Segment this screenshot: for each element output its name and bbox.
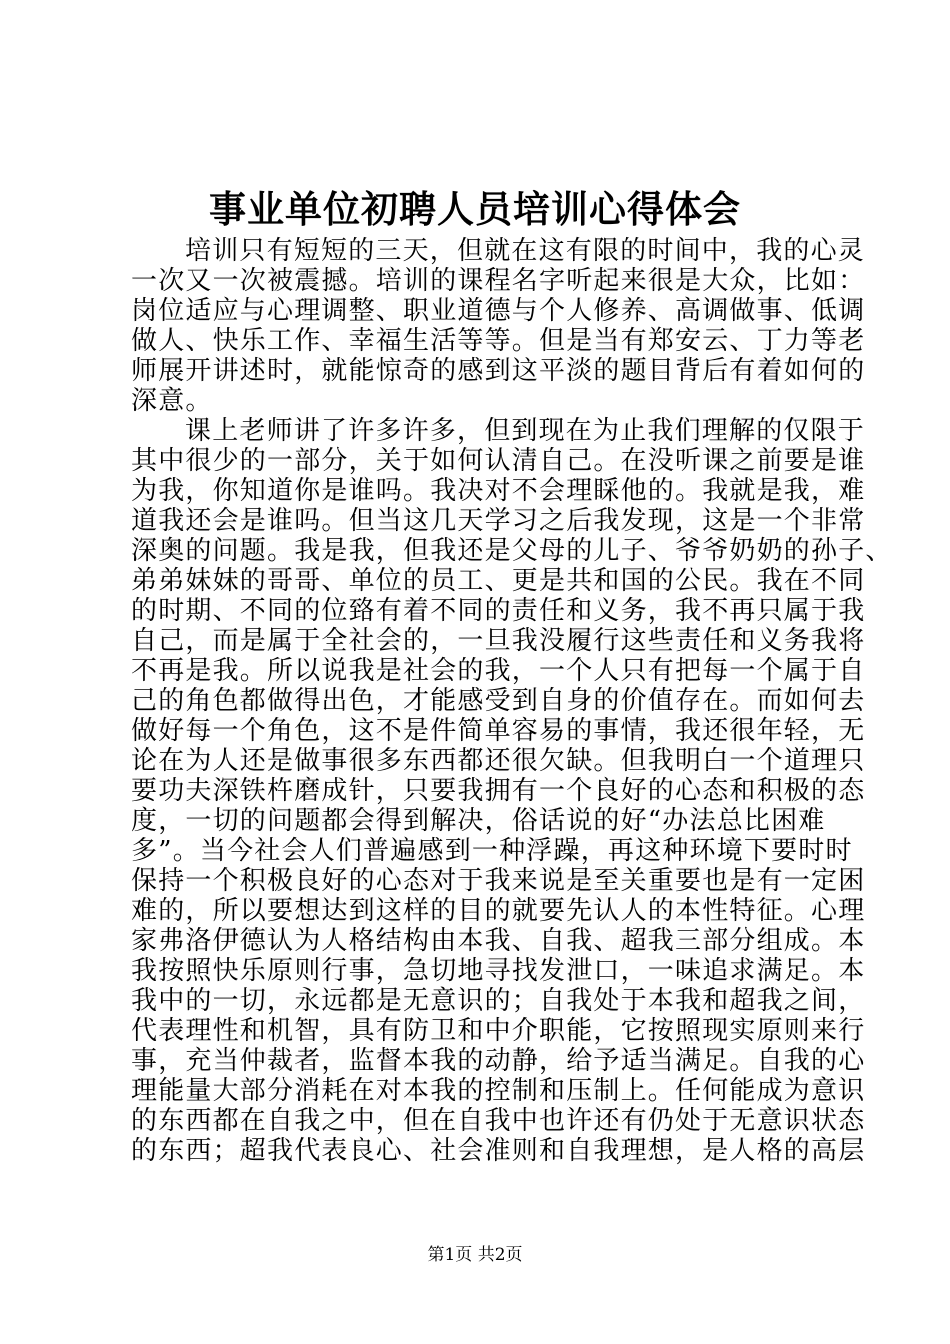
text-line: 保持一个积极良好的心态对于我来说是至关重要也是有一定困	[131, 866, 866, 896]
text-line: 多”。当今社会人们普遍感到一种浮躁，再这种环境下要时时	[131, 836, 853, 866]
text-line: 理能量大部分消耗在对本我的控制和压制上。任何能成为意识	[131, 1076, 866, 1106]
text-line: 家弗洛伊德认为人格结构由本我、自我、超我三部分组成。本	[131, 926, 866, 956]
text-line: 我按照快乐原则行事，急切地寻找发泄口，一味追求满足。本	[131, 956, 866, 986]
text-line: 的东西；超我代表良心、社会准则和自我理想，是人格的高层	[131, 1136, 866, 1166]
text-line: 不再是我。所以说我是社会的我，一个人只有把每一个属于自	[131, 656, 866, 686]
text-line: 做好每一个角色，这不是件简单容易的事情，我还很年轻，无	[131, 716, 866, 746]
page-footer: 第1页 共2页	[427, 1245, 523, 1265]
text-line: 度，一切的问题都会得到解决，俗话说的好“办法总比困难	[131, 806, 826, 836]
text-line: 代表理性和机智，具有防卫和中介职能，它按照现实原则来行	[131, 1016, 866, 1046]
text-line: 己的角色都做得出色，才能感受到自身的价值存在。而如何去	[131, 686, 866, 716]
text-line: 要功夫深铁杵磨成针，只要我拥有一个良好的心态和积极的态	[131, 776, 866, 806]
text-line: 深奥的问题。我是我，但我还是父母的儿子、爷爷奶奶的孙子、	[131, 536, 893, 566]
document-body	[131, 236, 893, 1166]
text-line: 岗位适应与心理调整、职业道德与个人修养、高调做事、低调	[131, 296, 866, 326]
text-line: 其中很少的一部分，关于如何认清自己。在没听课之前要是谁	[131, 446, 866, 476]
text-line: 道我还会是谁吗。但当这几天学习之后我发现，这是一个非常	[131, 506, 866, 536]
text-line: 事，充当仲裁者，监督本我的动静，给予适当满足。自我的心	[131, 1046, 866, 1076]
document-title: 事业单位初聘人员培训心得体会	[209, 187, 741, 231]
text-line: 一次又一次被震撼。培训的课程名字听起来很是大众，比如：	[131, 266, 866, 296]
text-line: 自己，而是属于全社会的，一旦我没履行这些责任和义务我将	[131, 626, 866, 656]
text-line: 师展开讲述时，就能惊奇的感到这平淡的题目背后有着如何的	[131, 356, 866, 386]
text-line: 我中的一切，永远都是无意识的；自我处于本我和超我之间，	[131, 986, 866, 1016]
text-line: 的东西都在自我之中，但在自我中也许还有仍处于无意识状态	[131, 1106, 866, 1136]
text-line: 论在为人还是做事很多东西都还很欠缺。但我明白一个道理只	[131, 746, 866, 776]
text-line: 难的，所以要想达到这样的目的就要先认人的本性特征。心理	[131, 896, 866, 926]
text-line: 做人、快乐工作、幸福生活等等。但是当有郑安云、丁力等老	[131, 326, 866, 356]
text-line: 课上老师讲了许多许多，但到现在为止我们理解的仅限于	[185, 416, 866, 446]
text-line: 培训只有短短的三天，但就在这有限的时间中，我的心灵	[185, 236, 866, 266]
text-line: 的时期、不同的位臵有着不同的责任和义务，我不再只属于我	[131, 596, 866, 626]
text-line: 为我，你知道你是谁吗。我决对不会理睬他的。我就是我，难	[131, 476, 866, 506]
text-line: 深意。	[131, 386, 213, 416]
text-line: 弟弟妹妹的哥哥、单位的员工、更是共和国的公民。我在不同	[131, 566, 866, 596]
